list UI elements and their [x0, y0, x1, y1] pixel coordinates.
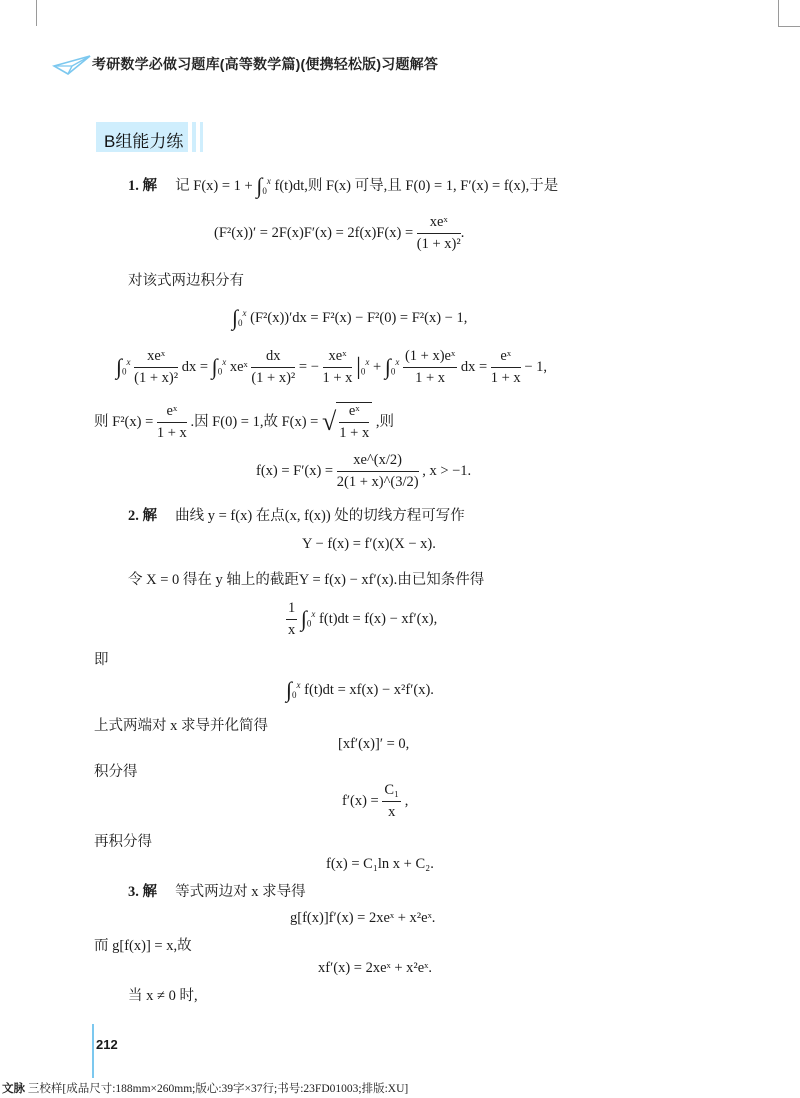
p1-l4c: ,则 [375, 413, 394, 430]
p2-line2: 令 X = 0 得在 y 轴上的截距Y = f(x) − xf′(x).由已知条件得 [128, 572, 485, 588]
p1-eq3-frac3 [323, 348, 353, 387]
p1-l4-sqrt-den: 1 + x [339, 425, 370, 441]
p2-eq5-den: x [388, 804, 396, 820]
p2-l1: 曲线 y = f(x) 在点(x, f(x)) 处的切线方程可写作 [175, 508, 465, 524]
p2-eq5-frac [382, 782, 401, 821]
footer-info: 三校样[成品尺寸:188mm×260mm;版心:39字×37行;书号:23FD01003;排版:XU] [27, 1083, 409, 1095]
paper-plane-icon [52, 52, 92, 82]
p2-eq5-num: C₁ [382, 782, 401, 802]
p2-line1 [128, 504, 465, 525]
p1-eq3-xe: xeˣ [229, 358, 248, 375]
p1-eq2: $\int_0^x$ (F²(x))′dx = F²(x) − F²(0) = F²(x) − 1, [232, 305, 468, 330]
p3-line3: 当 x ≠ 0 时, [128, 988, 198, 1004]
p1-l4-den: 1 + x [156, 425, 187, 441]
p1-eq3-minus: = − [298, 358, 319, 375]
p2-line5: 积分得 [94, 764, 138, 780]
p1-eq3-frac5 [491, 348, 521, 387]
p3-line2: 而 g[f(x)] = x,故 [94, 938, 192, 954]
p2-eq5b: , [404, 792, 409, 809]
section-label: B组能力练 [104, 132, 184, 151]
p1-eq3-frac4 [403, 348, 457, 387]
p1-eq3-den1: (1 + x)² [134, 370, 179, 386]
p1-eq3-den3: 1 + x [322, 370, 353, 386]
p2-line6: 再积分得 [94, 834, 152, 850]
page-number: 212 [96, 1037, 118, 1052]
p1-eq5b: , x > −1. [422, 462, 472, 479]
p2-line3: 即 [94, 652, 109, 668]
p1-eq5-num: xe^(x/2) [337, 452, 419, 472]
p1-eq3-num1: xeˣ [134, 348, 178, 368]
p1-eq5-den: 2(1 + x)^(3/2) [336, 474, 419, 490]
p1-l4-frac [157, 403, 187, 442]
p2-eq2-frac [286, 600, 297, 639]
p2-eq1: Y − f(x) = f′(x)(X − x). [302, 536, 436, 552]
crop-mark-top-left [36, 0, 37, 26]
crop-mark-top-right [778, 0, 779, 26]
p1-eq3-dx2: dx = [460, 358, 488, 375]
p1-eq3-frac2 [251, 348, 295, 387]
p1-eq1-den: (1 + x)² [416, 236, 461, 252]
p1-eq3-dx: dx = [181, 358, 209, 375]
p1-l4b: .因 F(0) = 1,故 F(x) = [190, 413, 319, 430]
p2-line4: 上式两端对 x 求导并化简得 [94, 718, 268, 734]
integral-sign: ∫ [256, 173, 263, 198]
p2-eq2-den: x [288, 622, 296, 638]
p1-eq3-end: − 1, [524, 358, 547, 375]
p2-label: 2. 解 [128, 508, 157, 524]
p2-eq2: $\frac{1}{x}$ $\int_0^x$ f(t)dt = f(x) − xf′(x), [288, 600, 438, 638]
header-title: 考研数学必做习题库(高等数学篇)(便携轻松版)习题解答 [92, 56, 439, 72]
p1-eq1-num: xeˣ [417, 214, 461, 234]
p1-eq3-num5: eˣ [491, 348, 521, 368]
p2-eq2-num: 1 [286, 600, 297, 620]
p3-eq1: g[f(x)]f′(x) = 2xeˣ + x²eˣ. [290, 910, 436, 926]
p1-eq1-frac [417, 214, 461, 253]
p1-eq3-den2: (1 + x)² [251, 370, 296, 386]
p2-eq5a: f′(x) = [342, 792, 379, 809]
p1-label: 1. 解 [128, 178, 157, 194]
p1-eq1-lhs: (F²(x))′ = 2F(x)F′(x) = 2f(x)F(x) = [214, 224, 417, 241]
p3-line1 [128, 880, 306, 901]
p1-eq3-frac1 [134, 348, 178, 387]
p2-eq3: $\int_0^x$ f(t)dt = xf(x) − x²f′(x). [286, 677, 434, 702]
p2-eq6: f(x) = C₁ln x + C₂. [326, 856, 434, 872]
p1-line4: 则 F²(x) = $\frac{\text{eˣ}}{1 + x}$ .因 F(0) = 1,故 F(x) = √ $\frac{\text{eˣ}}{1 + x}$ ,则 [94, 403, 394, 441]
page-margin-bar [92, 1024, 94, 1078]
p2-eq5 [342, 782, 408, 821]
p2-eq3-text: f(t)dt = xf(x) − x²f′(x). [304, 682, 434, 698]
p1-eq3-den4: 1 + x [415, 370, 446, 386]
p1-l4-sqrt-num: eˣ [339, 403, 369, 423]
p1-eq3-num2: dx [251, 348, 295, 368]
p1-l4a: 则 F²(x) = [94, 413, 154, 430]
p1-eq3-num4: (1 + x)eˣ [403, 348, 457, 368]
p1-eq5-frac [337, 452, 419, 491]
p1-l4-sqrt-frac [339, 403, 369, 442]
p1-eq5a: f(x) = F′(x) = [256, 462, 334, 479]
p1-eq1: (F²(x))′ = 2F(x)F′(x) = 2f(x)F(x) = $\frac{\text{xeˣ}}{\text{(1 + x)²}}$ . [214, 214, 465, 252]
p1-line1: 1. 解 记 $F(x) = 1 + \int_0^x$ f(t)dt,则 F(x) 可导,且 F(0) = 1, F′(x) = f(x),于是 [128, 173, 559, 198]
p1-text2: 对该式两边积分有 [128, 273, 244, 289]
p1-eq3-den5: 1 + x [490, 370, 521, 386]
p1-eq5 [256, 452, 471, 491]
crop-mark-right-h [778, 26, 800, 27]
p1-l1a: 记 F(x) = 1 + [175, 178, 257, 194]
p2-eq4: [xf′(x)]′ = 0, [338, 736, 410, 752]
p1-l4-num: eˣ [157, 403, 187, 423]
p2-eq2-text: f(t)dt = f(x) − xf′(x), [319, 610, 438, 627]
p3-eq2: xf′(x) = 2xeˣ + x²eˣ. [318, 960, 432, 976]
footer-brand: 文脉 [2, 1083, 25, 1095]
p3-l1: 等式两边对 x 求导得 [175, 884, 306, 900]
p3-label: 3. 解 [128, 884, 157, 900]
print-footer [2, 1080, 408, 1096]
p1-eq2-text: (F²(x))′dx = F²(x) − F²(0) = F²(x) − 1, [250, 310, 468, 326]
p1-eq3: $\int_0^x$ $\frac{\text{xeˣ}}{\text{(1 + x)²}}$ dx = $\int_0^x$ xeˣ $\frac{dx}{\text{(1 + x)²}}$ = − $\frac{\text{xeˣ}}{1 + x}$ $|_0^x + \int_0^x$ $\frac{\text{(1 + x)eˣ}}{1 + x}$ dx = $\frac{\text{eˣ}}{1 + x}$ − 1, [116, 348, 547, 386]
p1-l1b: f(t)dt,则 F(x) 可导,且 F(0) = 1, F′(x) = f(x),于是 [274, 178, 559, 194]
p1-eq3-num3: xeˣ [323, 348, 353, 368]
